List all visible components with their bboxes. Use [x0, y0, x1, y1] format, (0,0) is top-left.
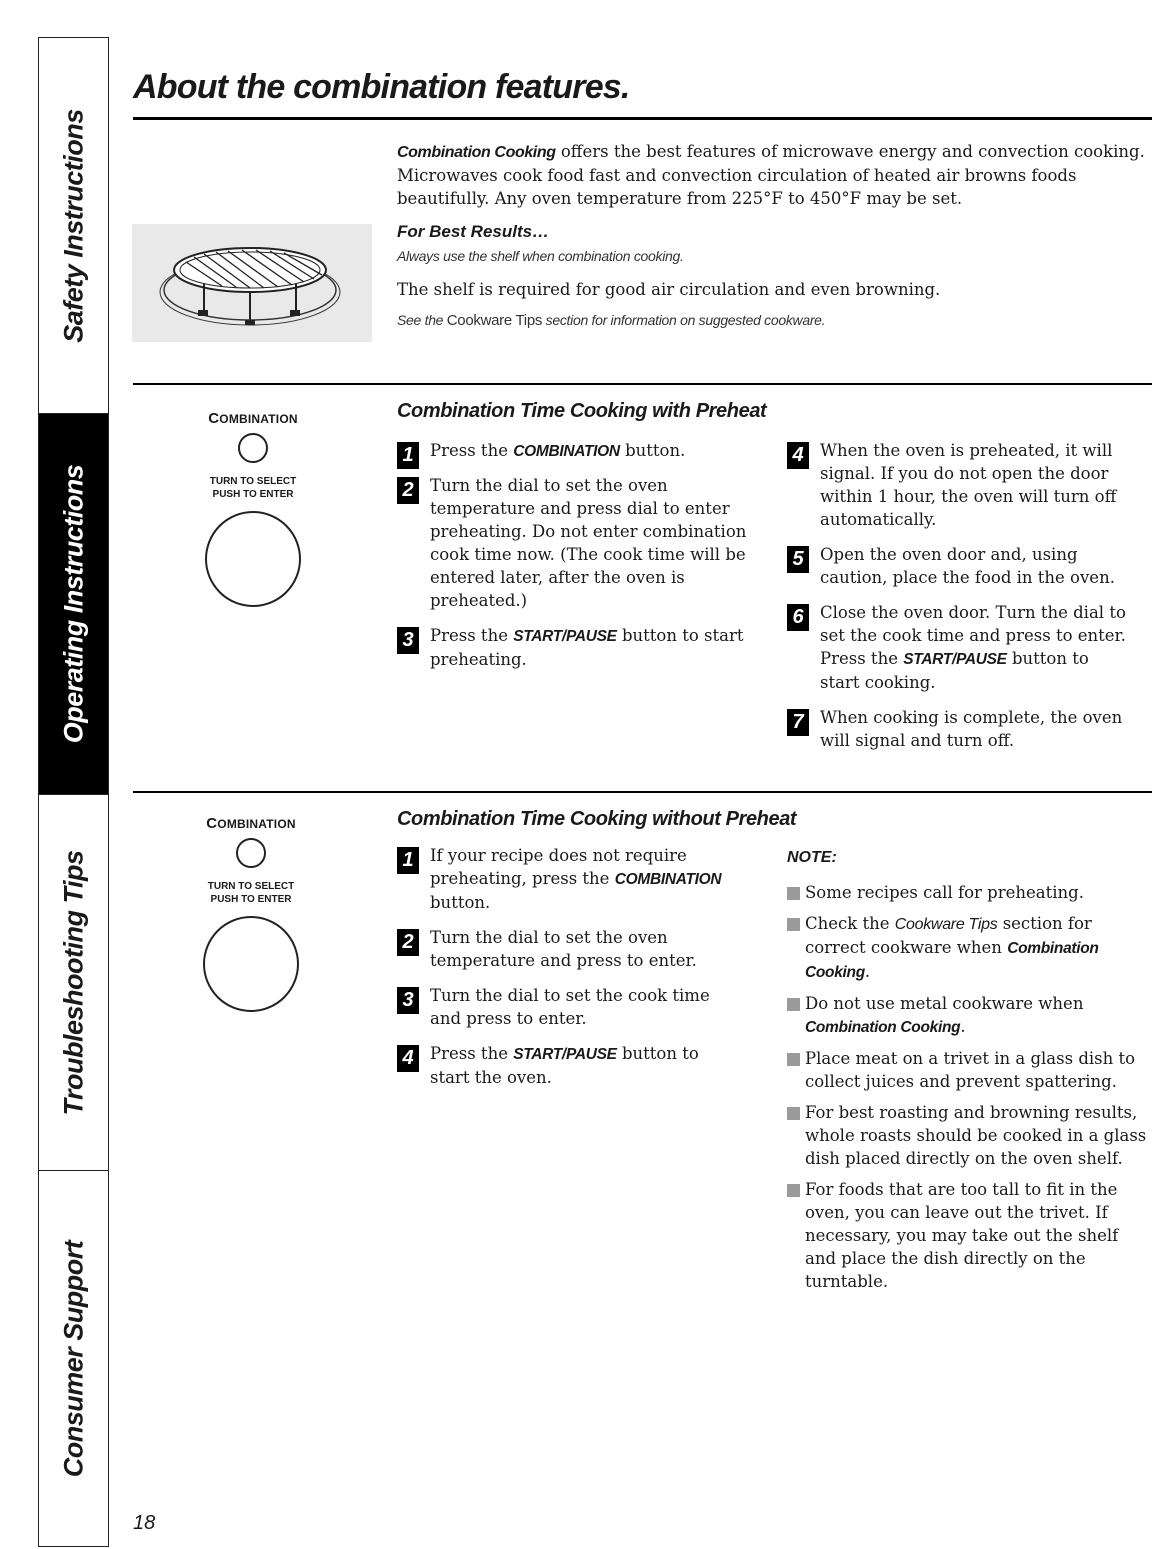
- step-text: Turn the dial to set the cook time and press to enter.: [430, 986, 710, 1028]
- note-item: [787, 912, 1149, 984]
- step-text: Press the: [430, 626, 514, 645]
- notes-block: [787, 846, 1149, 1301]
- turn-to-select-label: TURN TO SELECT: [209, 476, 297, 487]
- step: [787, 601, 1127, 694]
- step-number-badge: 5: [787, 546, 809, 573]
- step-text: button.: [619, 441, 686, 460]
- shelf-required: The shelf is required for good air circulation and even browning.: [397, 280, 941, 299]
- combination-cooking-ref: Combination Cooking: [805, 940, 1099, 981]
- start-pause-button-ref: START/PAUSE: [903, 651, 1007, 668]
- cookware-tips-link[interactable]: Cookware Tips: [894, 916, 998, 933]
- turn-to-select-label: TURN TO SELECT: [207, 881, 295, 892]
- cookware-tips-link[interactable]: Cookware Tips: [446, 312, 543, 329]
- step: [397, 926, 737, 972]
- section-divider: [133, 383, 1152, 385]
- step-text: button.: [430, 893, 491, 912]
- label-initial: C: [208, 410, 220, 427]
- step: [787, 706, 1127, 752]
- bullet-square-icon: [787, 998, 800, 1011]
- step-number-badge: 2: [397, 929, 419, 956]
- step-text: button to start cooking.: [820, 649, 1089, 692]
- step-number-badge: 3: [397, 627, 419, 654]
- page-title: About the combination features.: [133, 68, 630, 106]
- step-number-badge: 4: [787, 442, 809, 469]
- start-pause-button-ref: START/PAUSE: [513, 628, 617, 645]
- no-preheat-section-title: Combination Time Cooking without Preheat: [397, 808, 797, 830]
- step-number-badge: 6: [787, 604, 809, 631]
- combination-button-icon: [236, 838, 266, 868]
- step-number-badge: 3: [397, 987, 419, 1014]
- intro-body: offers the best features of microwave energy and convection cooking. Microwaves cook food fast and convection circulation of heated air browns foods beautifully. Any oven temperature from 225°F to 450°F may be set.: [397, 142, 1145, 208]
- tab-label: Troubleshooting Tips: [58, 850, 88, 1115]
- always-use-shelf: Always use the shelf when combination cooking.: [397, 248, 684, 264]
- combination-label: [176, 815, 326, 832]
- note-text: section for correct cookware when: [805, 914, 1092, 957]
- step: [397, 1042, 737, 1089]
- combination-control-diagram: [178, 410, 328, 607]
- bullet-square-icon: [787, 1184, 800, 1197]
- start-pause-button-ref: START/PAUSE: [513, 1046, 617, 1063]
- step-text: Close the oven door. Turn the dial to set the cook time and press to enter. Press the: [820, 603, 1126, 668]
- bullet-square-icon: [787, 1107, 800, 1120]
- note-text: Place meat on a trivet in a glass dish to collect juices and prevent spattering.: [805, 1049, 1136, 1091]
- tab-operating-instructions[interactable]: [39, 413, 108, 794]
- tab-label: Operating Instructions: [58, 464, 88, 744]
- step-number-badge: 1: [397, 847, 419, 874]
- lead-term: Combination Cooking: [397, 144, 556, 161]
- note-text: .: [864, 962, 871, 981]
- combination-label: [178, 410, 328, 427]
- page-number: 18: [133, 1512, 156, 1534]
- step-number-badge: 1: [397, 442, 419, 469]
- note-text: Do not use metal cookware when: [805, 994, 1084, 1013]
- combination-button-ref: COMBINATION: [614, 871, 722, 888]
- note-text: .: [960, 1017, 966, 1036]
- note-item: [787, 1178, 1149, 1293]
- step: [787, 543, 1127, 589]
- step: [397, 844, 737, 914]
- step-text: Open the oven door and, using caution, place the food in the oven.: [820, 545, 1115, 587]
- best-results-heading: For Best Results…: [397, 222, 550, 241]
- title-rule: [133, 117, 1152, 120]
- oven-shelf-icon: [132, 224, 372, 342]
- step-text: When the oven is preheated, it will signal. If you do not open the door within 1 hour, the oven will turn off automatically.: [820, 441, 1117, 529]
- step: [397, 474, 755, 612]
- note-text: Some recipes call for preheating.: [805, 883, 1084, 902]
- bullet-square-icon: [787, 1053, 800, 1066]
- sidebar-tabs: [38, 37, 109, 1547]
- dial-icon: [205, 511, 301, 607]
- step-text: Press the: [430, 441, 514, 460]
- label-rest: OMBINATION: [217, 817, 296, 831]
- label-rest: OMBINATION: [219, 412, 298, 426]
- step-text: When cooking is complete, the oven will signal and turn off.: [820, 708, 1123, 750]
- intro-text: [397, 140, 1147, 332]
- note-text: For best roasting and browning results, whole roasts should be cooked in a glass dish placed directly on the oven shelf.: [805, 1103, 1147, 1168]
- intro-paragraph: [397, 140, 1147, 210]
- combination-button-ref: COMBINATION: [513, 443, 620, 460]
- preheat-steps-left: [397, 439, 755, 671]
- step-text: button to start preheating.: [430, 626, 744, 669]
- step-text: Turn the dial to set the oven temperature and press to enter.: [430, 928, 697, 970]
- note-item: [787, 992, 1149, 1039]
- push-to-enter-label: PUSH TO ENTER: [212, 489, 294, 500]
- section-divider: [133, 791, 1152, 793]
- tab-troubleshooting-tips[interactable]: [39, 794, 108, 1170]
- tab-safety-instructions[interactable]: [39, 37, 108, 413]
- step: [397, 439, 755, 466]
- label-initial: C: [206, 815, 218, 832]
- step-text: Turn the dial to set the oven temperature and press dial to enter preheating. Do not enter combination cook time now. (The cook time will be entered later, after the oven is preheated.): [430, 476, 747, 610]
- push-to-enter-label: PUSH TO ENTER: [210, 894, 292, 905]
- bullet-square-icon: [787, 887, 800, 900]
- no-preheat-steps: [397, 844, 737, 1089]
- step-text: Press the: [430, 1044, 514, 1063]
- bullet-square-icon: [787, 918, 800, 931]
- note-item: [787, 1101, 1149, 1170]
- step-number-badge: 2: [397, 477, 419, 504]
- preheat-steps-right: [787, 439, 1127, 752]
- tab-label: Safety Instructions: [58, 108, 88, 343]
- preheat-section-title: Combination Time Cooking with Preheat: [397, 400, 767, 422]
- step: [397, 624, 755, 671]
- step-number-badge: 4: [397, 1045, 419, 1072]
- shelf-illustration: [132, 224, 372, 342]
- combination-control-diagram: [176, 815, 326, 1012]
- step: [397, 984, 737, 1030]
- tab-label: Consumer Support: [58, 1240, 88, 1477]
- dial-icon: [203, 916, 299, 1012]
- note-item: [787, 1047, 1149, 1093]
- note-item: [787, 881, 1149, 904]
- tab-consumer-support[interactable]: [39, 1170, 108, 1547]
- note-text: Check the: [805, 914, 895, 933]
- note-heading: NOTE:: [787, 849, 837, 866]
- see-post: section for information on suggested cookware.: [542, 312, 826, 328]
- step-number-badge: 7: [787, 709, 809, 736]
- combination-cooking-ref: Combination Cooking: [805, 1019, 961, 1036]
- combination-button-icon: [238, 433, 268, 463]
- see-cookware: [397, 309, 1147, 332]
- note-text: For foods that are too tall to fit in the oven, you can leave out the trivet. If necessary, you may take out the shelf and place the dish directly on the turntable.: [805, 1180, 1119, 1291]
- step: [787, 439, 1127, 531]
- step-text: If your recipe does not require preheating, press the: [430, 846, 687, 888]
- step-text: button to start the oven.: [430, 1044, 699, 1087]
- see-pre: See the: [397, 312, 447, 328]
